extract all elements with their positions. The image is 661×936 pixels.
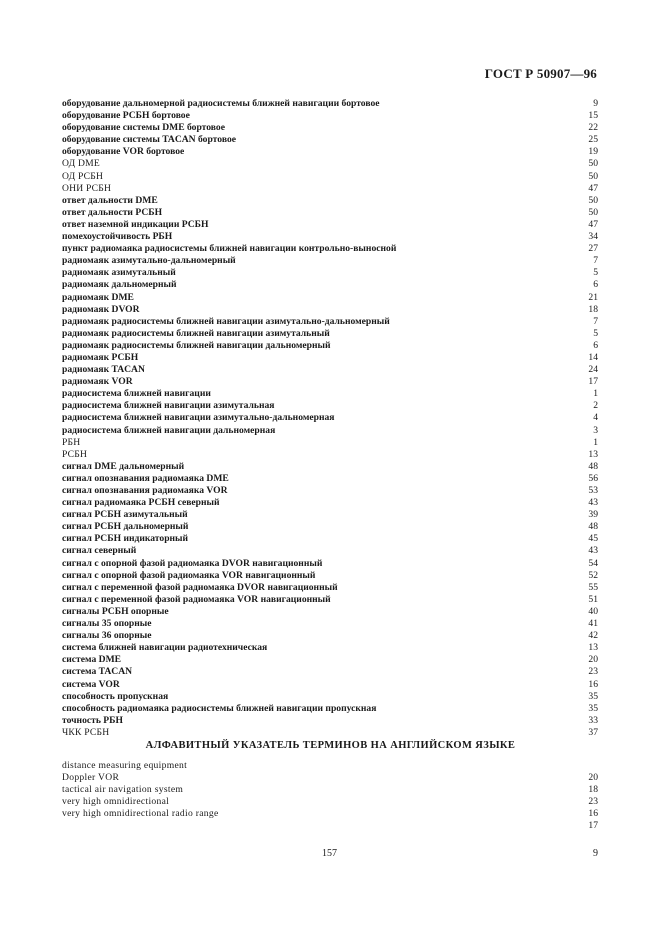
index-term: радиомаяк TACAN [62,364,145,376]
index-page: 18 [588,303,598,315]
index-page: 19 [588,146,598,158]
index-term: радиомаяк азимутально-дальномерный [62,255,236,267]
index-entry [62,715,598,727]
index-page: 1 [593,388,598,400]
index-page: 43 [588,497,598,509]
index-page: 37 [588,726,598,738]
index-entry [62,292,598,304]
index-entry [62,618,598,630]
index-entry [62,316,598,328]
index-entry [62,509,598,521]
index-term: система ближней навигации радиотехническая [62,642,268,654]
index-page: 24 [588,364,598,376]
index-page: 53 [588,485,598,496]
index-entry [62,533,598,545]
standard-header: ГОСТ Р 50907—96 [484,66,597,81]
index-term: радиомаяк радиосистемы ближней навигации азимутальный [62,327,330,339]
index-entry [62,110,598,122]
index-term: система DME [62,654,122,666]
index-term: ответ дальности РСБН [62,206,163,218]
index-term: оборудование РСБН бортовое [62,110,190,122]
index-term: сигнал с переменной фазой радиомаяка VOR навигационный [62,593,331,605]
index-term: радиосистема ближней навигации дальномерная [62,424,276,436]
index-term: сигналы РСБН опорные [62,605,169,617]
index-page: 13 [588,642,598,654]
index-page: 50 [588,170,598,182]
index-entry [62,461,598,473]
index-term: точность РБН [62,714,123,726]
index-term: сигнал DME дальномерный [62,460,185,472]
index-entry [62,425,598,437]
english-terms-column [62,760,219,820]
index-term: сигнал опознавания радиомаяка VOR [62,485,228,496]
index-page: 25 [588,134,598,146]
index-term: радиомаяк DVOR [62,303,140,315]
index-entry [62,630,598,642]
index-page: 56 [588,472,598,484]
index-entry [62,606,598,618]
english-term-page: 16 [588,808,598,820]
index-term: оборудование системы DME бортовое [62,122,225,134]
index-term: радиосистема ближней навигации [62,388,211,400]
index-page: 54 [588,557,598,569]
index-term: радиосистема ближней навигации азимутальная [62,400,275,412]
index-term: сигнал РСБН азимутальный [62,509,188,521]
index-page: 47 [588,182,598,194]
index-entry [62,146,598,158]
index-term: сигнал с опорной фазой радиомаяка VOR навигационный [62,569,316,581]
index-page: 35 [588,690,598,702]
index-term: сигнал с переменной фазой радиомаяка DVOR навигационный [62,581,338,593]
index-term: радиомаяк DME [62,291,134,303]
index-entry [62,388,598,400]
index-entry [62,134,598,146]
index-entry [62,654,598,666]
index-term: радиомаяк радиосистемы ближней навигации дальномерный [62,339,331,351]
index-entry [62,255,598,267]
index-page: 33 [588,714,598,726]
index-term: ответ дальности DME [62,194,158,206]
index-entry [62,497,598,509]
index-entry [62,183,598,195]
index-entry [62,570,598,582]
index-term: ОД РСБН [62,170,104,182]
index-page: 22 [588,122,598,134]
index-term: оборудование VOR бортовое [62,146,185,158]
english-term-page: 20 [588,772,598,784]
index-term: ответ наземной индикации РСБН [62,218,209,230]
index-entry [62,98,598,110]
index-entry [62,267,598,279]
index-term: оборудование дальномерной радиосистемы ближней навигации бортовое [62,98,380,109]
index-page: 45 [588,533,598,545]
index-term: помехоустойчивость РБН [62,231,173,243]
index-entry [62,231,598,243]
english-term-page: 17 [588,820,598,832]
index-entry [62,207,598,219]
index-entry [62,340,598,352]
index-term: система TACAN [62,666,133,678]
index-entry [62,243,598,255]
index-page: 51 [588,593,598,605]
english-term: very high omnidirectional [62,796,170,808]
index-page: 50 [588,158,598,170]
index-page: 39 [588,509,598,521]
index-term: радиосистема ближней навигации азимутально-дальномерная [62,412,335,424]
english-term-page: 23 [588,796,598,808]
index-term: сигнал радиомаяка РСБН северный [62,497,220,509]
index-page: 34 [588,231,598,243]
index-entry [62,691,598,703]
russian-term-index [62,98,598,739]
index-term: сигнал с опорной фазой радиомаяка DVOR навигационный [62,557,323,569]
index-entry [62,376,598,388]
index-term: способность радиомаяка радиосистемы ближней навигации пропускная [62,702,377,714]
index-term: РБН [62,436,81,448]
index-entry [62,328,598,340]
english-term: distance measuring equipment [62,760,188,771]
index-entry [62,171,598,183]
index-entry [62,412,598,424]
index-page: 50 [588,194,598,206]
index-term: система VOR [62,678,120,690]
index-term: сигнал северный [62,545,137,557]
english-term: tactical air navigation system [62,784,184,796]
index-page: 1 [593,436,598,448]
index-term: радиомаяк дальномерный [62,279,177,291]
index-entry [62,485,598,497]
index-term: радиомаяк РСБН [62,351,139,363]
index-entry [62,219,598,231]
index-page: 13 [588,448,598,460]
index-page: 23 [588,666,598,678]
index-entry [62,279,598,291]
index-page: 35 [588,702,598,714]
index-entry [62,437,598,449]
index-page: 16 [588,678,598,690]
index-entry [62,642,598,654]
index-entry [62,727,598,739]
index-entry [62,352,598,364]
index-term: ОД DME [62,158,100,170]
index-page: 41 [588,618,598,630]
index-term: сигнал опознавания радиомаяка DME [62,472,229,484]
index-entry [62,473,598,485]
english-term: Doppler VOR [62,772,120,784]
index-entry [62,594,598,606]
index-entry [62,158,598,170]
index-page: 2 [593,400,598,412]
index-term: радиомаяк азимутальный [62,267,176,279]
index-page: 15 [588,110,598,122]
index-term: способность пропускная [62,690,169,702]
index-entry [62,122,598,134]
index-page: 48 [588,460,598,472]
index-term: РСБН [62,448,88,460]
english-index-heading: АЛФАВИТНЫЙ УКАЗАТЕЛЬ ТЕРМИНОВ НА АНГЛИЙСКОМ ЯЗЫКЕ [145,740,516,751]
english-term-page: 18 [588,784,598,796]
index-term: ОНИ РСБН [62,182,112,194]
index-term: сигналы 36 опорные [62,630,152,642]
index-term: пункт радиомаяка радиосистемы ближней навигации контрольно-выносной [62,243,397,255]
sheet-number: 9 [593,848,598,859]
index-entry [62,449,598,461]
index-page: 9 [593,98,598,109]
index-page: 43 [588,545,598,557]
page-number: 157 [322,848,337,859]
index-entry [62,545,598,557]
index-term: радиомаяк радиосистемы ближней навигации азимутально-дальномерный [62,315,390,327]
index-page: 5 [593,327,598,339]
index-entry [62,195,598,207]
index-page: 14 [588,351,598,363]
index-entry [62,521,598,533]
index-entry [62,400,598,412]
index-page: 55 [588,581,598,593]
index-term: оборудование системы TACAN бортовое [62,134,236,146]
index-page: 6 [593,279,598,291]
index-entry [62,666,598,678]
index-entry [62,364,598,376]
index-page: 48 [588,521,598,533]
index-page: 17 [588,376,598,388]
index-page: 21 [588,291,598,303]
index-entry [62,679,598,691]
index-entry [62,558,598,570]
index-page: 5 [593,267,598,279]
index-page: 6 [593,339,598,351]
index-page: 27 [588,243,598,255]
index-page: 7 [593,255,598,267]
index-term: сигнал РСБН индикаторный [62,533,189,545]
index-page: 40 [588,605,598,617]
index-entry [62,703,598,715]
index-page: 52 [588,569,598,581]
index-term: сигналы 35 опорные [62,618,152,630]
index-page: 50 [588,206,598,218]
index-entry [62,582,598,594]
index-term: сигнал РСБН дальномерный [62,521,189,533]
index-page: 7 [593,315,598,327]
index-entry [62,304,598,316]
index-page: 42 [588,630,598,642]
index-term: ЧКК РСБН [62,726,110,738]
index-page: 47 [588,218,598,230]
index-page: 3 [593,424,598,436]
english-term: very high omnidirectional radio range [62,808,219,820]
index-term: радиомаяк VOR [62,376,133,388]
index-page: 20 [588,654,598,666]
english-pages-column [588,772,598,832]
index-page: 4 [593,412,598,424]
